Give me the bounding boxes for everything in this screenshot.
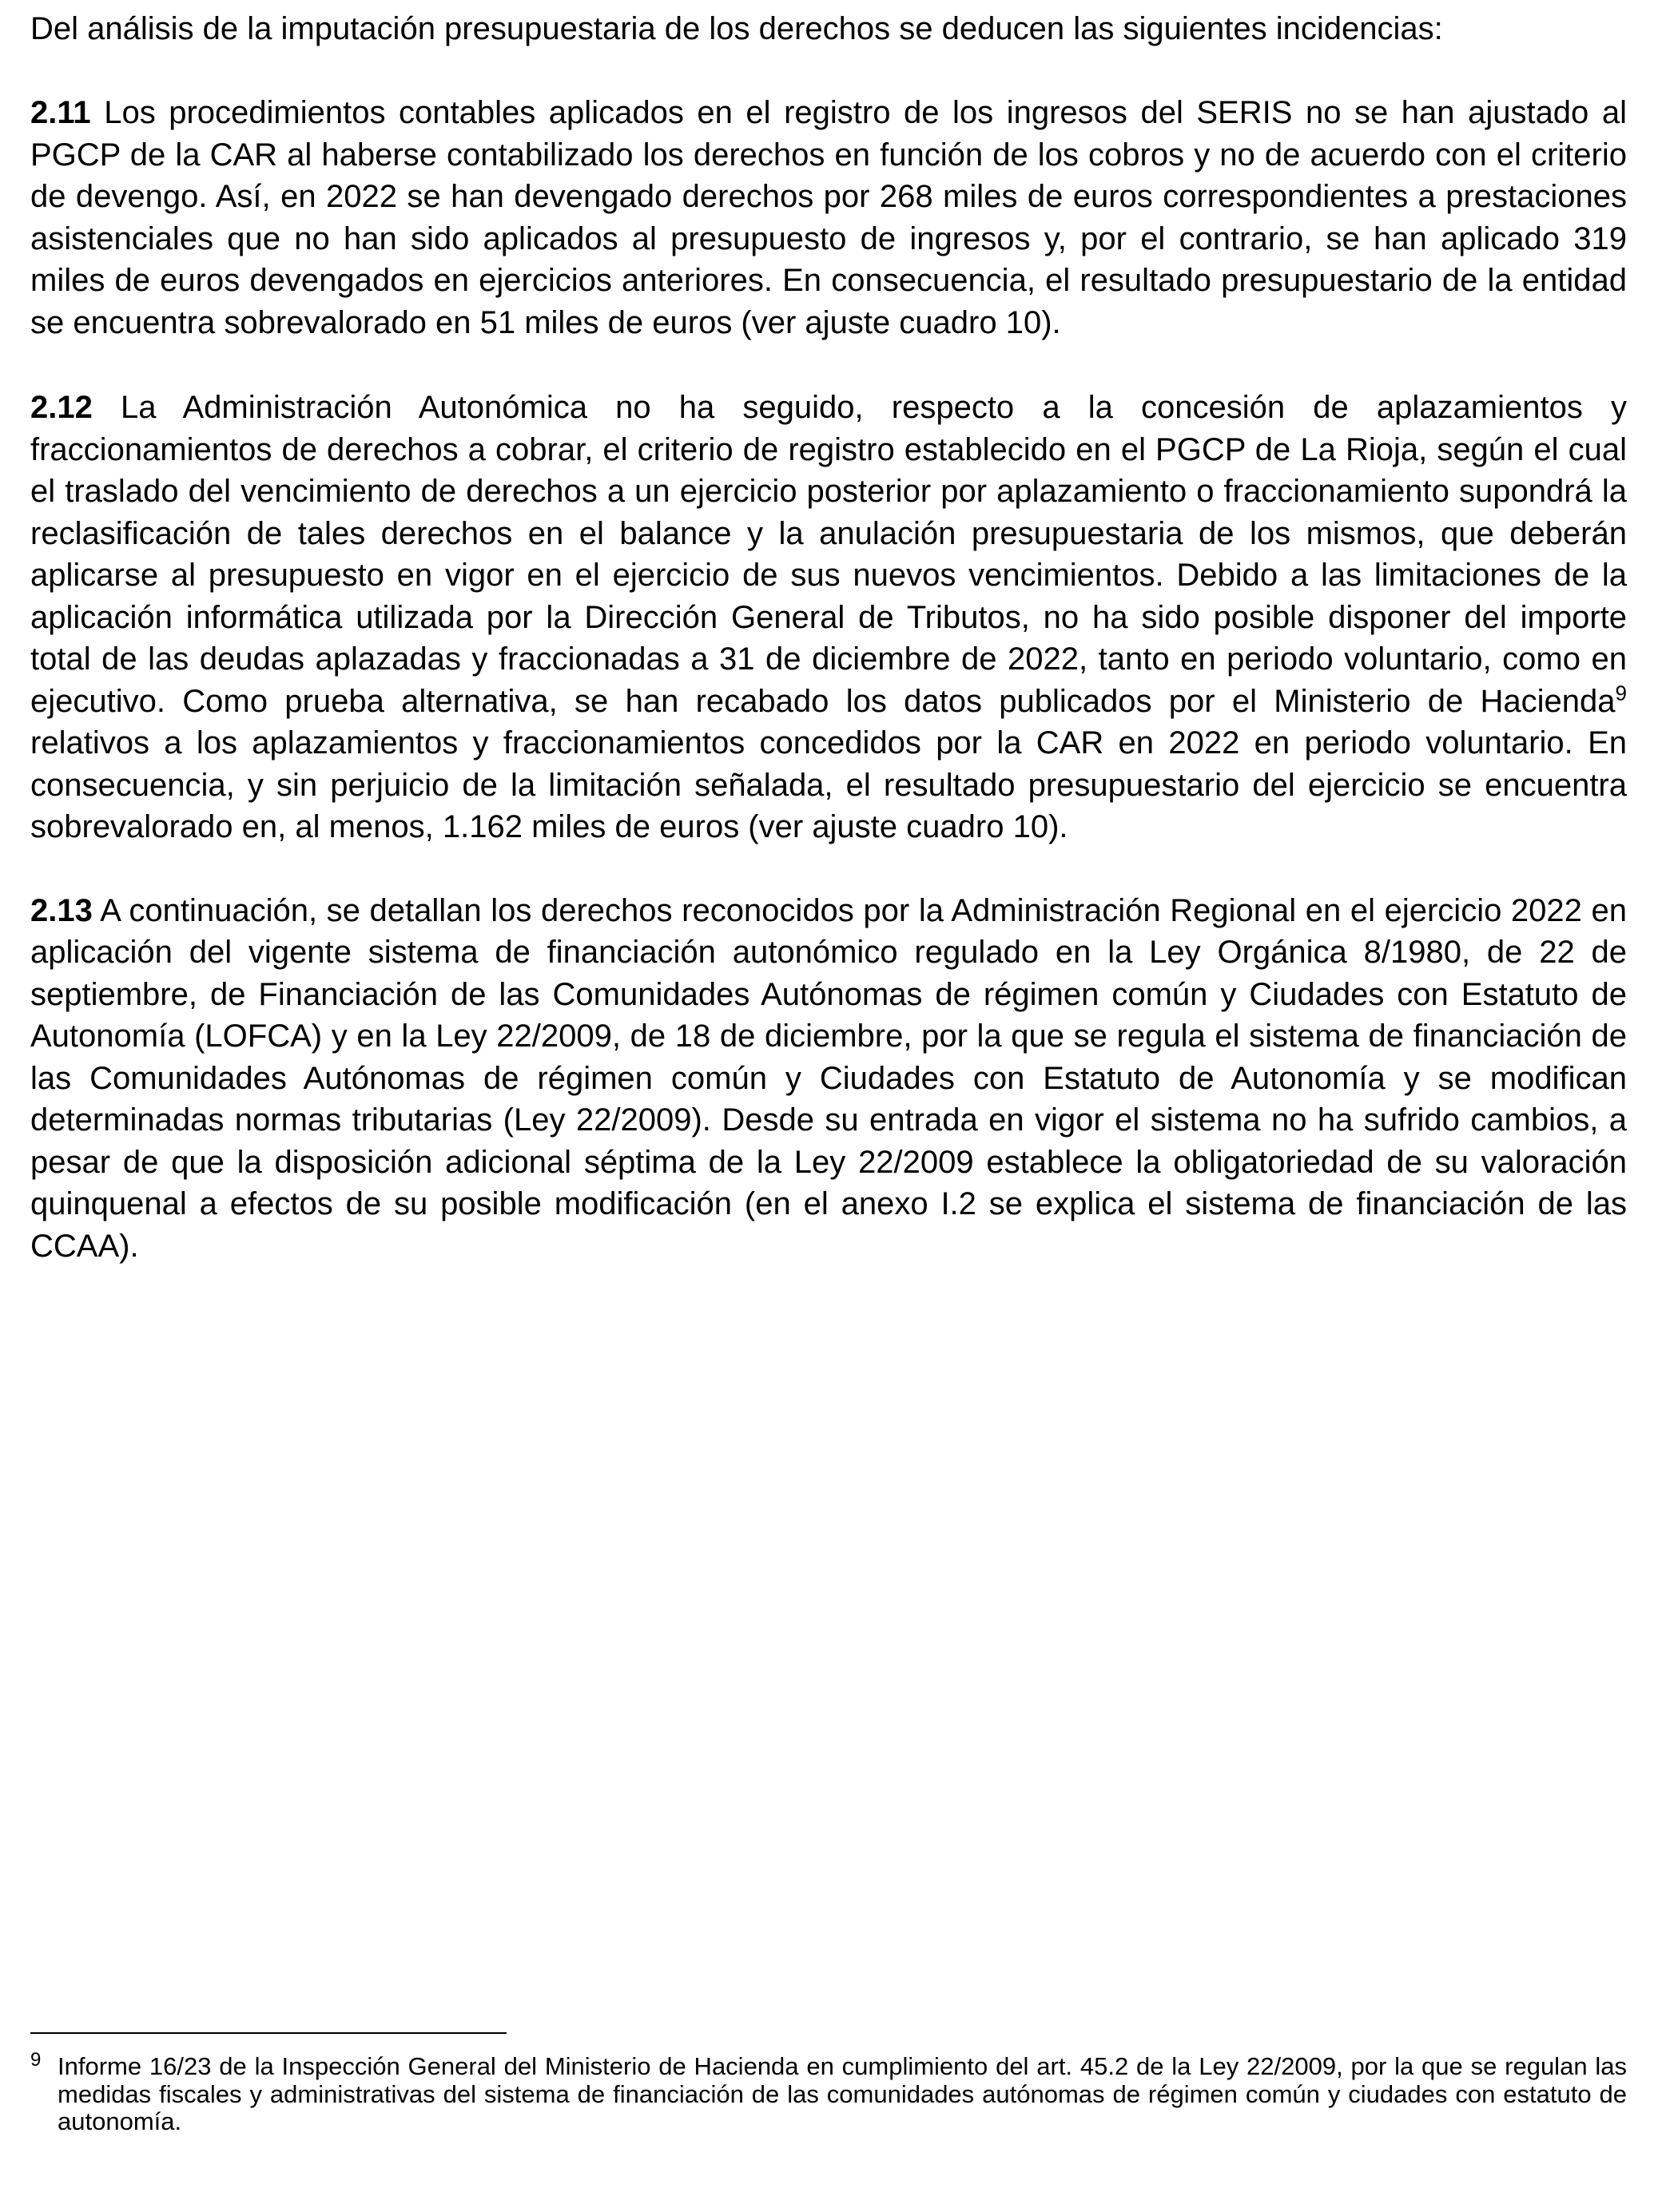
paragraph-text-2-12-part-2: relativos a los aplazamientos y fraccionamientos concedidos por la CAR en 2022 en periodo voluntario. En consecuencia, y sin perjuicio de la limitación señalada, el resultado presupuestario del ejercicio se encuentra sobrevalorado en, al menos, 1.162 miles de euros (ver ajuste cuadro 10). [30,725,1627,844]
footnote-mark: 9 [30,2049,42,2071]
footnote-reference-9[interactable]: 9 [1615,681,1627,705]
footnote-separator [30,2032,507,2034]
paragraph-text-2-11: Los procedimientos contables aplicados en el registro de los ingresos del SERIS no se han ajustado al PGCP de la CAR al haberse contabilizado los derechos en función de los cobros y no de acuerdo con el criterio de devengo. Así, en 2022 se han devengado derechos por 268 miles de euros correspondientes a prestaciones asistenciales que no han sido aplicados al presupuesto de ingresos y, por el contrario, se han aplicado 319 miles de euros devengados en ejercicios anteriores. En consecuencia, el resultado presupuestario de la entidad se encuentra sobrevalorado en 51 miles de euros (ver ajuste cuadro 10). [30,95,1627,340]
paragraph-2-11 [30,92,1627,344]
paragraph-text-2-13: A continuación, se detallan los derechos reconocidos por la Administración Regional en el ejercicio 2022 en aplicación del vigente sistema de financiación autonómico regulado en la Ley Orgánica 8/1980, de 22 de septiembre, de Financiación de las Comunidades Autónomas de régimen común y Ciudades con Estatuto de Autonomía (LOFCA) y en la Ley 22/2009, de 18 de diciembre, por la que se regula el sistema de financiación de las Comunidades Autónomas de régimen común y Ciudades con Estatuto de Autonomía y se modifican determinadas normas tributarias (Ley 22/2009). Desde su entrada en vigor el sistema no ha sufrido cambios, a pesar de que la disposición adicional séptima de la Ley 22/2009 establece la obligatoriedad de su valoración quinquenal a efectos de su posible modificación (en el anexo I.2 se explica el sistema de financiación de las CCAA). [30,892,1628,1264]
footnote-text: Informe 16/23 de la Inspección General del Ministerio de Hacienda en cumplimiento del art. 45.2 de la Ley 22/2009, por la que se regulan las medidas fiscales y administrativas del sistema de financiación de las comunidades autónomas de régimen común y ciudades con estatuto de autonomía. [58,2052,1627,2135]
paragraph-2-12 [30,387,1627,848]
intro-text: Del análisis de la imputación presupuestaria de los derechos se deducen las siguientes incidencias: [30,11,1443,46]
paragraph-number-2-12: 2.12 [30,390,93,425]
paragraph-number-2-13: 2.13 [30,892,93,928]
paragraph-2-13 [30,890,1627,1268]
footnote-9 [30,2049,1627,2136]
paragraph-number-2-11: 2.11 [30,95,91,130]
document-body [30,8,1627,1267]
paragraph-text-2-12-part-1: La Administración Autonómica no ha seguido, respecto a la concesión de aplazamientos y fraccionamientos de derechos a cobrar, el criterio de registro establecido en el PGCP de La Rioja, según el cual el traslado del vencimiento de derechos a un ejercicio posterior por aplazamiento o fraccionamiento supondrá la reclasificación de tales derechos en el balance y la anulación presupuestaria de los mismos, que deberán aplicarse al presupuesto en vigor en el ejercicio de sus nuevos vencimientos. Debido a las limitaciones de la aplicación informática utilizada por la Dirección General de Tributos, no ha sido posible disponer del importe total de las deudas aplazadas y fraccionadas a 31 de diciembre de 2022, tanto en periodo voluntario, como en ejecutivo. Como prueba alternativa, se han recabado los datos publicados por el Ministerio de Hacienda [30,390,1627,719]
